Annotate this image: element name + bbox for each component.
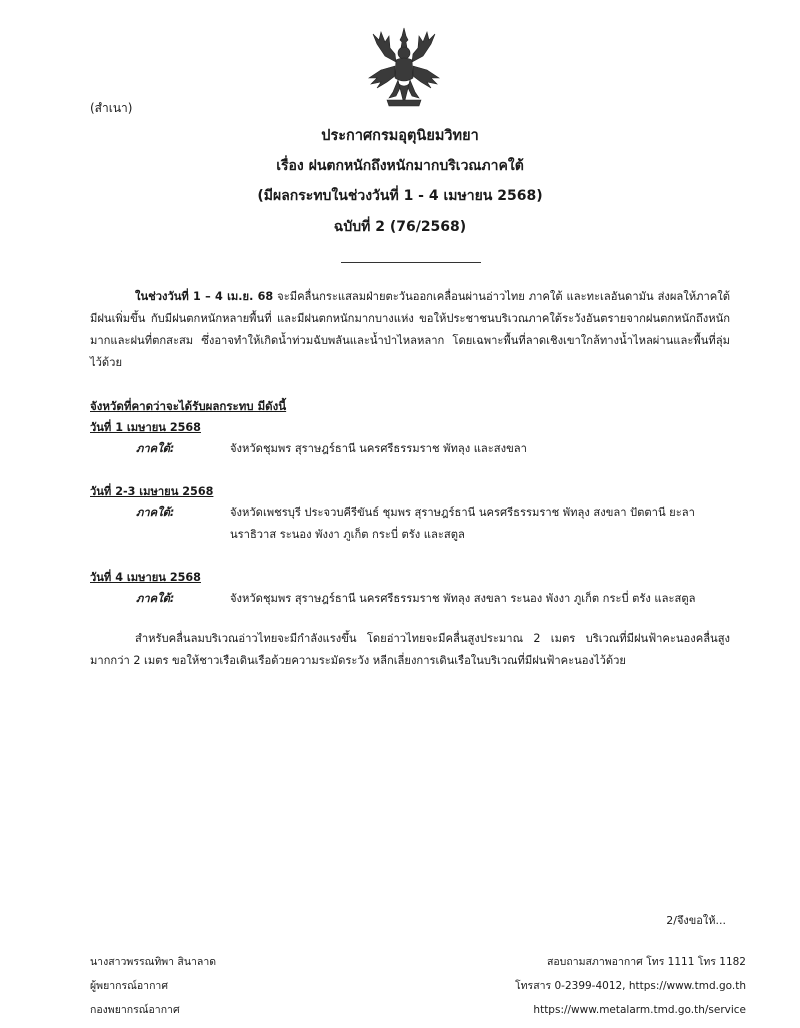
inquiry-phone: สอบถามสภาพอากาศ โทร 1111 โทร 1182 xyxy=(546,956,746,968)
region-row xyxy=(90,588,750,610)
province-list: จังหวัดเพชรบุรี ประจวบคีรีขันธ์ ชุมพร สุราษฎร์ธานี นครศรีธรรมราช พัทลุง สงขลา ปัตตานี ยะลา นราธิวาส ระนอง พังงา ภูเก็ต กระบี่ ตรัง และสตูล xyxy=(230,506,695,541)
document-subject: เรื่อง ฝนตกหนักถึงหนักมากบริเวณภาคใต้ xyxy=(276,158,524,174)
signatory-role: ผู้พยากรณ์อากาศ xyxy=(90,980,168,992)
signatory-division: กองพยากรณ์อากาศ xyxy=(90,1004,180,1016)
forecast-period xyxy=(90,568,750,610)
province-list: จังหวัดชุมพร สุราษฎร์ธานี นครศรีธรรมราช พัทลุง และสงขลา xyxy=(230,442,527,455)
heading-divider xyxy=(341,262,481,263)
contact-block xyxy=(515,950,746,1022)
signatory-name: นางสาวพรรณทิพา สินาลาด xyxy=(90,956,217,968)
marine-warning-paragraph: สำหรับคลื่นลมบริเวณอ่าวไทยจะมีกำลังแรงขึ้น โดยอ่าวไทยจะมีคลื่นสูงประมาณ 2 เมตร บริเวณที่มีฝนฟ้าคะนองคลื่นสูงมากกว่า 2 เมตร ขอให้ชาวเรือเดินเรือด้วยความระมัดระวัง หลีกเลี่ยงการเดินเรือในบริเวณที่มีฝนฟ้าคะนองไว้ด้วย xyxy=(90,632,730,667)
region-row xyxy=(90,502,750,546)
service-url: https://www.metalarm.tmd.go.th/service xyxy=(533,1004,746,1016)
forecast-period xyxy=(90,482,750,546)
affected-provinces-title: จังหวัดที่คาดว่าจะได้รับผลกระทบ มีดังนี้ xyxy=(90,399,287,413)
copy-label: (สำเนา) xyxy=(90,101,133,115)
region-row xyxy=(90,438,750,460)
signatory-block xyxy=(90,950,216,1022)
region-label: ภาคใต้: xyxy=(136,442,175,455)
period-date: วันที่ 1 เมษายน 2568 xyxy=(90,421,201,434)
garuda-emblem-icon xyxy=(363,26,445,110)
period-date: วันที่ 2-3 เมษายน 2568 xyxy=(90,485,214,498)
document-title: ประกาศกรมอุตุนิยมวิทยา xyxy=(321,128,479,144)
next-page-marker: 2/จึงขอให้... xyxy=(666,914,726,927)
effect-period: (มีผลกระทบในช่วงวันที่ 1 - 4 เมษายน 2568) xyxy=(257,188,543,204)
fax-and-website: โทรสาร 0-2399-4012, https://www.tmd.go.th xyxy=(515,980,746,992)
region-label: ภาคใต้: xyxy=(136,592,175,605)
province-list: จังหวัดชุมพร สุราษฎร์ธานี นครศรีธรรมราช พัทลุง สงขลา ระนอง พังงา ภูเก็ต กระบี่ ตรัง และสตูล xyxy=(230,592,696,605)
region-label: ภาคใต้: xyxy=(136,506,175,519)
intro-lead: ในช่วงวันที่ 1 – 4 เม.ย. 68 xyxy=(135,290,274,303)
intro-paragraph xyxy=(90,286,730,374)
intro-text: จะมีคลื่นกระแสลมฝ่ายตะวันออกเคลื่อนผ่านอ่าวไทย ภาคใต้ และทะเลอันดามัน ส่งผลให้ภาคใต้มีฝนเพิ่มขึ้น กับมีฝนตกหนักหลายพื้นที่ และมีฝนตกหนักมากบางแห่ง ขอให้ประชาชนบริเวณภาคใต้ระวังอันตรายจากฝนตกหนักถึงหนักมากและฝนที่ตกสะสม ซึ่งอาจทำให้เกิดน้ำท่วมฉับพลันและน้ำป่าไหลหลาก โดยเฉพาะพื้นที่ลาดเชิงเขาใกล้ทางน้ำไหลผ่านและพื้นที่ลุ่มไว้ด้วย xyxy=(90,290,730,369)
period-date: วันที่ 4 เมษายน 2568 xyxy=(90,571,201,584)
issue-number: ฉบับที่ 2 (76/2568) xyxy=(333,219,467,235)
forecast-period xyxy=(90,418,750,460)
